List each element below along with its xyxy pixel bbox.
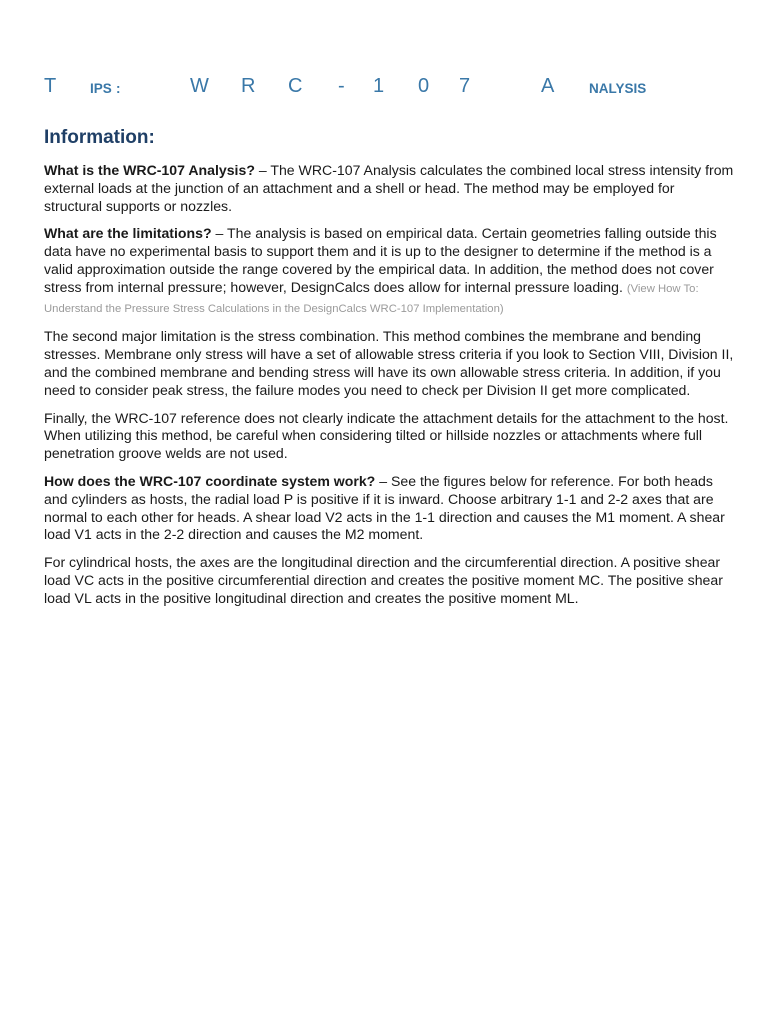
title-letter: T [44, 75, 57, 97]
section-heading: Information: [44, 127, 155, 148]
paragraph-coordinate-system [44, 473, 736, 544]
title-letter: A [541, 75, 555, 97]
paragraph-label: How does the WRC-107 coordinate system work? [44, 472, 376, 489]
paragraph-text: – The analysis is based on empirical data. Certain geometries falling outside this data have no experimental basis to support them and it is up to the designer to determine if the method is a valid approximation outside the range covered by the empirical data. In addition, the method does not cover stress from internal pressure; however, DesignCalcs does allow for internal pressure loading. [44, 225, 717, 295]
paragraph-text: Finally, the WRC-107 reference does not clearly indicate the attachment details for the attachment to the host. When utilizing this method, be careful when considering tilted or hillside nozzles or attachments where full penetration groove welds are not used. [44, 409, 729, 462]
title-letter: IPS [90, 81, 112, 96]
title-letter: : [116, 81, 121, 96]
paragraph-limitations [44, 225, 736, 318]
paragraph-cylindrical-hosts [44, 554, 736, 607]
title-letter: W [190, 75, 209, 97]
paragraph-text: – The WRC-107 Analysis calculates the combined local stress intensity from external loads at the junction of an attachment and a shell or head. The method may be employed for structural supports or nozzles. [44, 162, 734, 214]
paragraph-finally [44, 410, 736, 463]
paragraph-label: What are the limitations? [44, 225, 212, 242]
paragraph-text: – See the figures below for reference. For both heads and cylinders as hosts, the radial load P is positive if it is inward. Choose arbitrary 1-1 and 2-2 axes that are normal to each other for heads. A shear load V2 acts in the 1-1 direction and causes the M1 moment. A shear load V1 acts in the 2-2 direction and causes the M2 moment. [44, 472, 725, 543]
title-letter: - [338, 75, 345, 97]
title-letter: 7 [459, 75, 471, 97]
paragraph-text: For cylindrical hosts, the axes are the longitudinal direction and the circumferential direction. A positive shear load VC acts in the positive circumferential direction and creates the positive moment MC. The positive shear load VL acts in the positive longitudinal direction and creates the positive moment ML. [44, 554, 723, 606]
paragraph-second-limitation [44, 328, 736, 399]
title-letter: R [241, 75, 256, 97]
title-letter: NALYSIS [589, 81, 647, 96]
how-to-link[interactable]: (View How To: Understand the Pressure Stress Calculations in the DesignCalcs WRC-107 Implementation) [44, 282, 699, 315]
paragraph-label: What is the WRC-107 Analysis? [44, 162, 255, 178]
title-letter: C [288, 75, 303, 97]
title-letter: 0 [418, 75, 430, 97]
title-letter: 1 [373, 75, 385, 97]
body-text [44, 162, 736, 618]
paragraph-text: The second major limitation is the stress combination. This method combines the membrane and bending stresses. Membrane only stress will have a set of allowable stress criteria if you look to Section VIII, Division II, and the combined membrane and bending stress will have its own allowable stress criteria. In addition, if you need to consider peak stress, the failure modes you need to check per Division II get more complicated. [44, 328, 734, 398]
document-title [44, 74, 734, 98]
paragraph-what-is [44, 162, 736, 215]
